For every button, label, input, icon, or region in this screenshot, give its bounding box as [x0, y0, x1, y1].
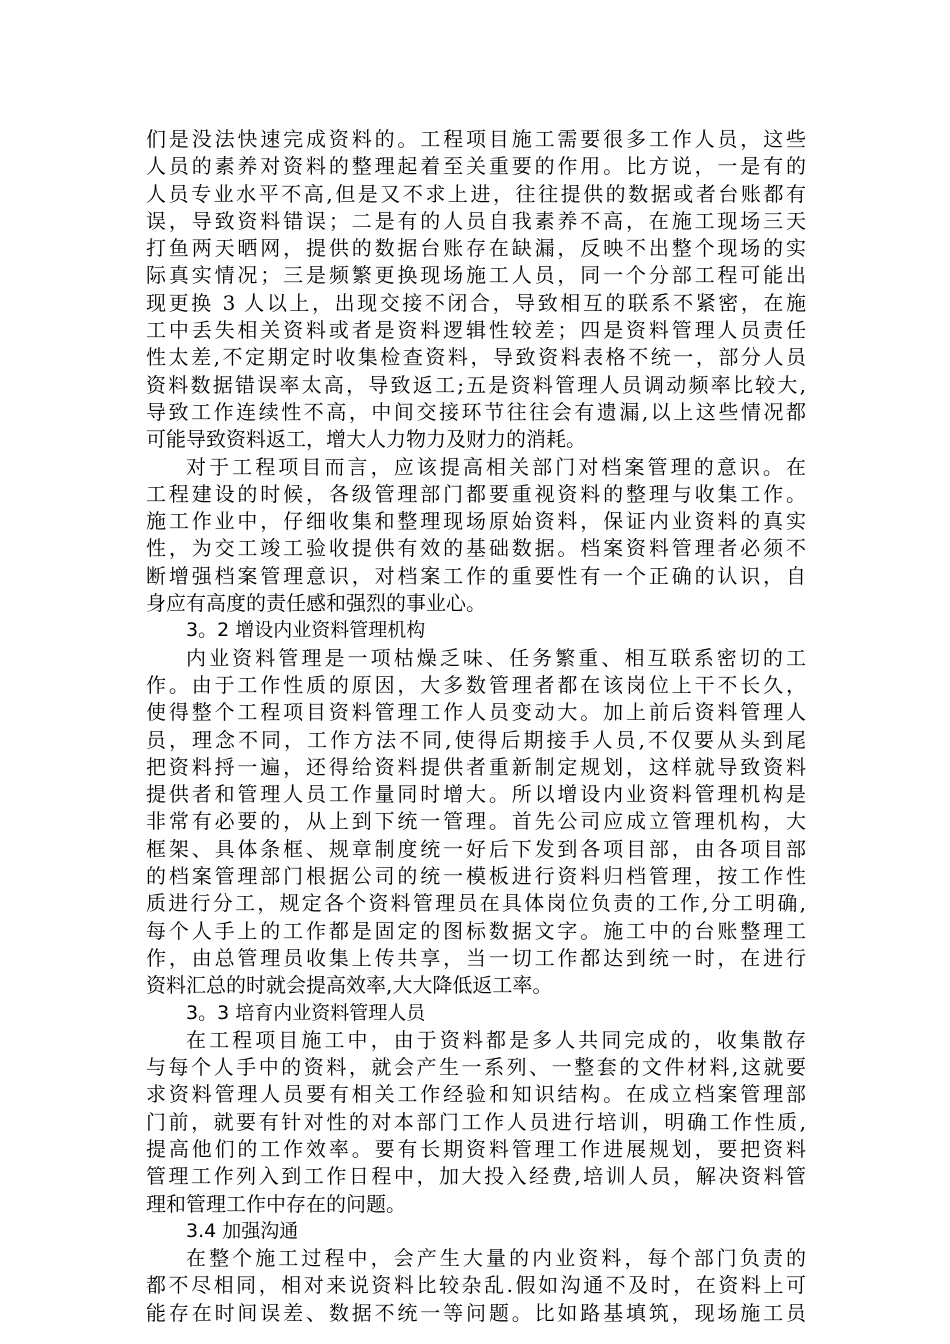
- text-line: 误，导致资料错误；二是有的人员自我素养不高，在施工现场三天: [146, 208, 806, 233]
- text-line: 身应有高度的责任感和强烈的事业心。: [146, 591, 486, 616]
- text-line: 对于工程项目而言，应该提高相关部门对档案管理的意识。在: [186, 454, 806, 479]
- text-line: 使得整个工程项目资料管理工作人员变动大。加上前后资料管理人: [146, 700, 806, 725]
- text-line: 都不尽相同，相对来说资料比较杂乱.假如沟通不及时，在资料上可: [146, 1273, 806, 1298]
- text-line: 人员专业水平不高,但是又不求上进，往往提供的数据或者台账都有: [146, 181, 806, 206]
- text-line: 施工作业中，仔细收集和整理现场原始资料，保证内业资料的真实: [146, 509, 806, 534]
- text-line: 工中丢失相关资料或者是资料逻辑性较差；四是资料管理人员责任: [146, 318, 806, 343]
- text-line: 性，为交工竣工验收提供有效的基础数据。档案资料管理者必须不: [146, 536, 806, 561]
- text-line: 的档案管理部门根据公司的统一模板进行资料归档管理，按工作性: [146, 864, 806, 889]
- text-line: 际真实情况；三是频繁更换现场施工人员，同一个分部工程可能出: [146, 263, 806, 288]
- text-line: 求资料管理人员要有相关工作经验和知识结构。在成立档案管理部: [146, 1082, 806, 1107]
- text-line: 作，由总管理员收集上传共享，当一切工作都达到统一时，在进行: [146, 945, 806, 970]
- text-line: 提供者和管理人员工作量同时增大。所以增设内业资料管理机构是: [146, 782, 806, 807]
- text-line: 管理工作列入到工作日程中，加大投入经费,培训人员，解决资料管: [146, 1164, 806, 1189]
- text-line: 在工程项目施工中，由于资料都是多人共同完成的，收集散存: [186, 1027, 806, 1052]
- text-line: 可能导致资料返工，增大人力物力及财力的消耗。: [146, 427, 586, 452]
- section-heading-3-3: 3。3 培育内业资料管理人员: [186, 1001, 426, 1024]
- text-line: 在整个施工过程中，会产生大量的内业资料，每个部门负责的: [186, 1246, 806, 1271]
- text-line: 与每个人手中的资料，就会产生一系列、一整套的文件材料,这就要: [146, 1055, 806, 1080]
- paragraph-3: [146, 645, 806, 1000]
- text-line: 质进行分工，规定各个资料管理员在具体岗位负责的工作,分工明确,: [146, 891, 806, 916]
- text-line: 门前，就要有针对性的对本部门工作人员进行培训，明确工作性质,: [146, 1109, 806, 1134]
- paragraph-1: [146, 126, 806, 454]
- section-heading-3-2: 3。2 增设内业资料管理机构: [186, 619, 426, 642]
- paragraph-2: [146, 454, 806, 618]
- text-line: 非常有必要的，从上到下统一管理。首先公司应成立管理机构，大: [146, 809, 806, 834]
- text-line: 资料汇总的时就会提高效率,大大降低返工率。: [146, 973, 553, 998]
- text-line: 性太差,不定期定时收集检查资料，导致资料表格不统一，部分人员: [146, 345, 806, 370]
- text-line: 导致工作连续性不高，中间交接环节往往会有遗漏,以上这些情况都: [146, 399, 806, 424]
- document-page: [146, 126, 806, 1327]
- text-line: 员，理念不同，工作方法不同,使得后期接手人员,不仅要从头到尾: [146, 727, 806, 752]
- text-line: 现更换 3 人以上，出现交接不闭合，导致相互的联系不紧密，在施: [146, 290, 806, 315]
- paragraph-5: [146, 1245, 806, 1327]
- text-line: 资料数据错误率太高，导致返工;五是资料管理人员调动频率比较大,: [146, 372, 806, 397]
- text-line: 人员的素养对资料的整理起着至关重要的作用。比方说，一是有的: [146, 154, 806, 179]
- text-line: 每个人手上的工作都是固定的图标数据文字。施工中的台账整理工: [146, 918, 806, 943]
- text-line: 们是没法快速完成资料的。工程项目施工需要很多工作人员，这些: [146, 127, 806, 151]
- text-line: 提高他们的工作效率。要有长期资料管理工作进展规划，要把资料: [146, 1136, 806, 1161]
- paragraph-4: [146, 1027, 806, 1218]
- text-line: 把资料捋一遍，还得给资料提供者重新制定规划，这样就导致资料: [146, 754, 806, 779]
- text-line: 工程建设的时候，各级管理部门都要重视资料的整理与收集工作。: [146, 481, 806, 506]
- text-line: 框架、具体条框、规章制度统一好后下发到各项目部，由各项目部: [146, 836, 806, 861]
- text-line: 能存在时间误差、数据不统一等问题。比如路基填筑，现场施工员: [146, 1300, 806, 1325]
- text-line: 打鱼两天晒网，提供的数据台账存在缺漏，反映不出整个现场的实: [146, 236, 806, 261]
- text-line: 断增强档案管理意识，对档案工作的重要性有一个正确的认识，自: [146, 563, 806, 588]
- text-line: 作。由于工作性质的原因，大多数管理者都在该岗位上干不长久，: [146, 672, 806, 697]
- text-line: 理和管理工作中存在的问题。: [146, 1191, 406, 1216]
- section-heading-3-4: 3.4 加强沟通: [186, 1219, 299, 1242]
- text-line: 内业资料管理是一项枯燥乏味、任务繁重、相互联系密切的工: [186, 645, 806, 670]
